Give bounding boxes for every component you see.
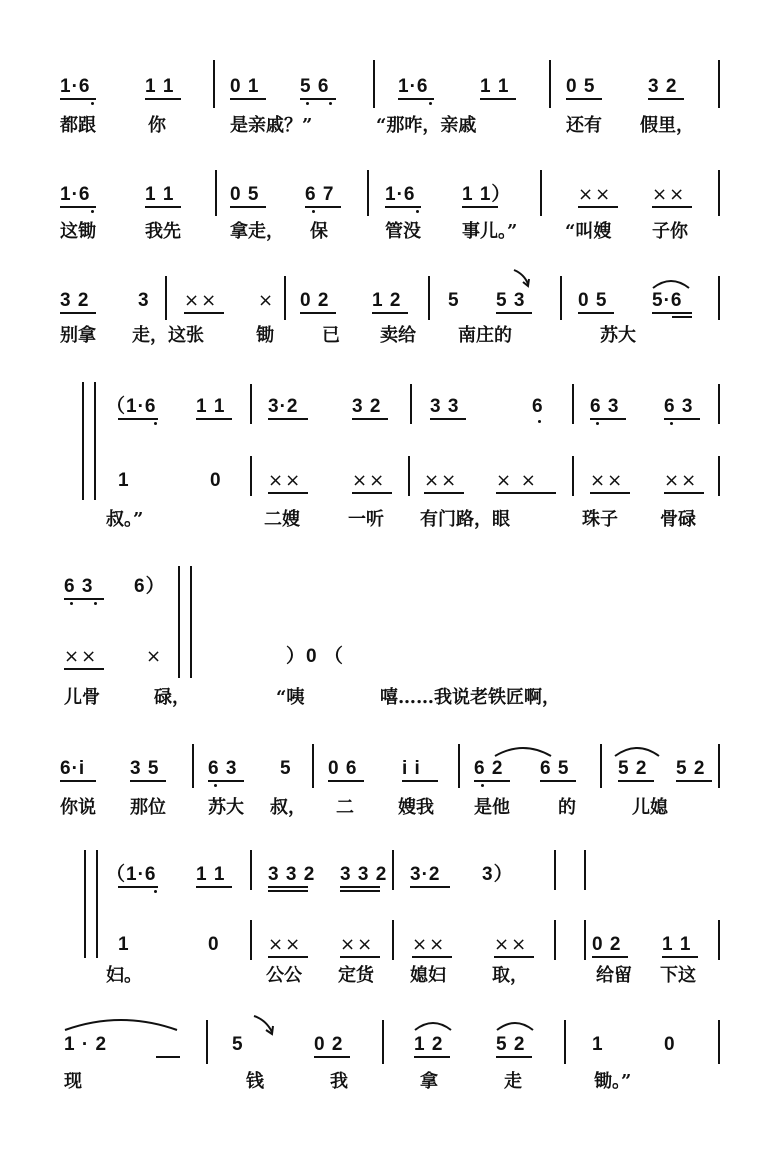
- lyric: 锄: [256, 325, 274, 346]
- note-group: 1 · 2: [64, 1034, 108, 1055]
- rhythm-group: ××: [268, 470, 303, 491]
- note-group: 3 2: [60, 290, 90, 311]
- note-group: 5: [232, 1034, 244, 1055]
- lyric: “那咋，亲戚: [376, 115, 477, 136]
- note-group: 6 3: [64, 576, 94, 597]
- lyric: 假里，: [640, 115, 694, 136]
- lyric: 公公: [266, 965, 302, 986]
- note-group: 3·2: [268, 396, 299, 417]
- note-group: 3 3: [430, 396, 460, 417]
- lyric: 还有: [566, 115, 602, 136]
- note-group: ）0 （: [286, 646, 344, 667]
- note-group: 5 6: [300, 76, 330, 97]
- rhythm-group: ××: [64, 646, 99, 667]
- note-group: 5 3: [496, 290, 526, 311]
- note-group: 0 2: [592, 934, 622, 955]
- note-group: （1·6: [106, 864, 157, 885]
- note-group: i i: [402, 758, 421, 779]
- lyric: 苏大: [208, 797, 244, 818]
- rhythm-group: ××: [652, 184, 687, 205]
- rhythm-group: ××: [664, 470, 699, 491]
- rhythm-group: ××: [268, 934, 303, 955]
- note-group: 3 3 2: [340, 864, 388, 885]
- rhythm-group: ×: [258, 290, 276, 311]
- rhythm-group: ××: [184, 290, 219, 311]
- lyric: 一听: [348, 509, 384, 530]
- rhythm-group: ××: [352, 470, 387, 491]
- lyric: 你说: [60, 797, 96, 818]
- lyric: 我先: [145, 221, 181, 242]
- note-group: 5 2: [496, 1034, 526, 1055]
- lyric: 子你: [652, 221, 688, 242]
- rhythm-group: ××: [424, 470, 459, 491]
- note-group: 6·i: [60, 758, 86, 779]
- note-group: 3: [138, 290, 150, 311]
- note-group: 5: [280, 758, 292, 779]
- lyric: 都跟: [60, 115, 96, 136]
- lyric: 苏大: [600, 325, 636, 346]
- lyric: 下这: [660, 965, 696, 986]
- note-group: 6 3: [590, 396, 620, 417]
- slide-mark-icon: [252, 1014, 278, 1038]
- note-group: 3 2: [648, 76, 678, 97]
- slur-icon: [62, 1014, 180, 1032]
- lyric: 走: [504, 1071, 522, 1092]
- lyric: 我: [330, 1071, 348, 1092]
- note-group: 0: [664, 1034, 676, 1055]
- lyric: 碌，: [154, 687, 190, 708]
- slur-icon: [412, 1018, 454, 1032]
- lyric: 叔，: [270, 797, 306, 818]
- lyric: 拿: [420, 1071, 438, 1092]
- note-group: 1: [118, 934, 130, 955]
- note-group: 5·6: [652, 290, 683, 311]
- lyric: 珠子: [582, 509, 618, 530]
- lyric: 二: [336, 797, 354, 818]
- lyric: 事儿。”: [462, 221, 518, 242]
- lyric: 这锄: [60, 221, 96, 242]
- rhythm-group: ×: [146, 646, 164, 667]
- note-group: 1 1: [196, 864, 226, 885]
- lyric: 的: [558, 797, 576, 818]
- note-group: 0 5: [230, 184, 260, 205]
- note-group: 0 6: [328, 758, 358, 779]
- lyric: 叔。”: [106, 509, 144, 530]
- note-group: 1: [592, 1034, 604, 1055]
- note-group: 5 2: [676, 758, 706, 779]
- lyric: 已: [322, 325, 340, 346]
- note-group: （1·6: [106, 396, 157, 417]
- lyric: 嘻……我说老铁匠啊，: [380, 687, 560, 708]
- note-group: 6 3: [664, 396, 694, 417]
- note-group: 1 1）: [462, 184, 512, 205]
- note-group: 0 5: [566, 76, 596, 97]
- note-group: 1 1: [480, 76, 510, 97]
- rhythm-group: ××: [578, 184, 613, 205]
- lyric: 给留: [596, 965, 632, 986]
- note-group: 1 1: [662, 934, 692, 955]
- lyric: 走，这张: [132, 325, 204, 346]
- lyric: 别拿: [60, 325, 96, 346]
- rhythm-group: ××: [340, 934, 375, 955]
- note-group: 0 1: [230, 76, 260, 97]
- lyric: 锄。”: [594, 1071, 632, 1092]
- rhythm-group: × ×: [496, 470, 538, 491]
- note-group: 1 1: [196, 396, 226, 417]
- note-group: 3 2: [352, 396, 382, 417]
- slur-icon: [650, 276, 692, 290]
- lyric: 儿媳: [632, 797, 668, 818]
- lyric: 有门路，眼: [420, 509, 510, 530]
- lyric: 南庄的: [458, 325, 512, 346]
- lyric: 管没: [385, 221, 421, 242]
- lyric: 妇。: [106, 965, 142, 986]
- lyric: 是亲戚？”: [230, 115, 313, 136]
- lyric: 取，: [492, 965, 528, 986]
- note-group: 6）: [134, 576, 166, 597]
- lyric: 你: [148, 115, 166, 136]
- note-group: 1 2: [414, 1034, 444, 1055]
- note-group: 1 1: [145, 184, 175, 205]
- note-group: 6 3: [208, 758, 238, 779]
- note-group: 5 2: [618, 758, 648, 779]
- lyric: 儿骨: [64, 687, 100, 708]
- note-group: 0 2: [314, 1034, 344, 1055]
- note-group: 1: [118, 470, 130, 491]
- rhythm-group: ××: [590, 470, 625, 491]
- lyric: 定货: [338, 965, 374, 986]
- note-group: 6 5: [540, 758, 570, 779]
- note-group: 3 3 2: [268, 864, 316, 885]
- lyric: 是他: [474, 797, 510, 818]
- lyric: 二嫂: [264, 509, 300, 530]
- note-group: 0: [210, 470, 222, 491]
- slide-mark-icon: [512, 268, 532, 290]
- note-group: 0: [208, 934, 220, 955]
- note-group: 6 7: [305, 184, 335, 205]
- note-group: 1·6: [60, 76, 91, 97]
- lyric: 保: [310, 221, 328, 242]
- slur-icon: [492, 742, 554, 758]
- lyric: 那位: [130, 797, 166, 818]
- note-group: 1·6: [398, 76, 429, 97]
- note-group: 1·6: [60, 184, 91, 205]
- rhythm-group: ××: [494, 934, 529, 955]
- note-group: 0 2: [300, 290, 330, 311]
- note-group: 6: [532, 396, 544, 417]
- slur-icon: [494, 1018, 536, 1032]
- lyric: 拿走，: [230, 221, 284, 242]
- note-group: 3 5: [130, 758, 160, 779]
- lyric: 钱: [246, 1071, 264, 1092]
- note-group: 0 5: [578, 290, 608, 311]
- lyric: “咦: [276, 687, 305, 708]
- lyric: 嫂我: [398, 797, 434, 818]
- note-group: 3）: [482, 864, 514, 885]
- note-group: 1·6: [385, 184, 416, 205]
- lyric: 骨碌: [660, 509, 696, 530]
- lyric: 媳妇: [410, 965, 446, 986]
- rhythm-group: ××: [412, 934, 447, 955]
- note-group: 3·2: [410, 864, 441, 885]
- note-group: 1 1: [145, 76, 175, 97]
- lyric: 现: [64, 1071, 82, 1092]
- note-group: 1 2: [372, 290, 402, 311]
- note-group: 5: [448, 290, 460, 311]
- slur-icon: [612, 742, 662, 758]
- note-group: 6 2: [474, 758, 504, 779]
- lyric: “叫嫂: [565, 221, 612, 242]
- lyric: 卖给: [380, 325, 416, 346]
